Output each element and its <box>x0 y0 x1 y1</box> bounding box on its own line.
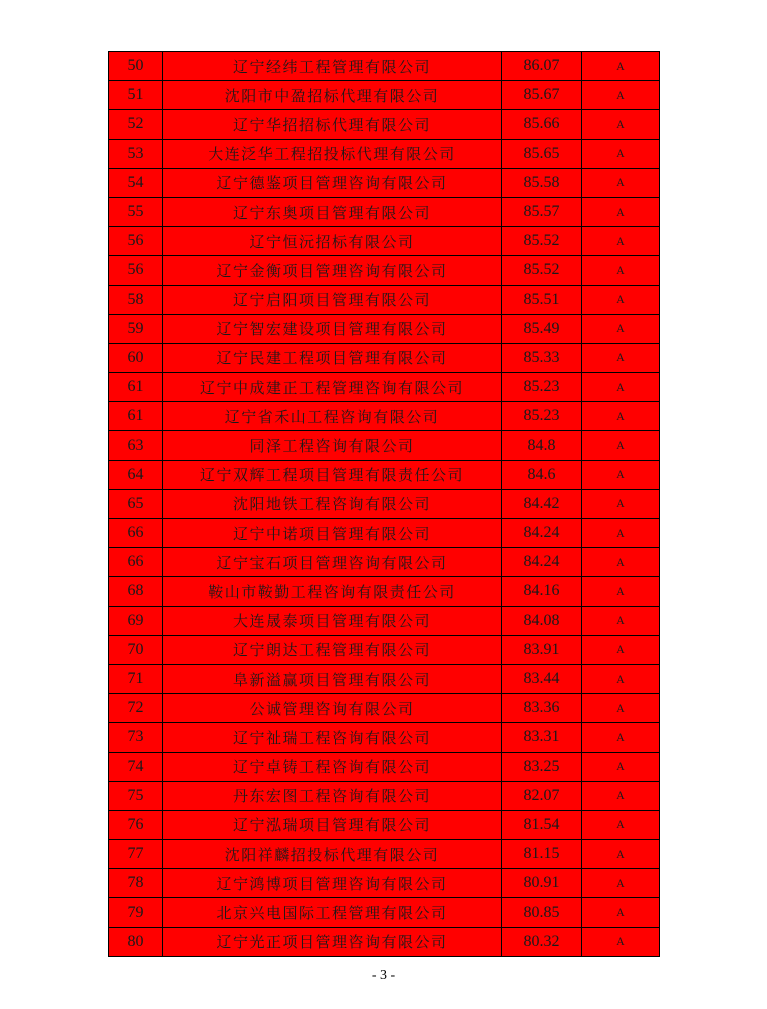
grade-cell: A <box>582 343 660 372</box>
grade-cell: A <box>582 314 660 343</box>
grade-cell: A <box>582 723 660 752</box>
company-name-cell: 鞍山市鞍勤工程咨询有限责任公司 <box>163 577 502 606</box>
rank-cell: 53 <box>109 139 163 168</box>
rank-cell: 56 <box>109 256 163 285</box>
rank-cell: 59 <box>109 314 163 343</box>
page-number: - 3 - <box>371 968 396 983</box>
table-row <box>109 635 660 664</box>
table-row <box>109 664 660 693</box>
rank-cell: 61 <box>109 373 163 402</box>
table-row <box>109 927 660 956</box>
table-row <box>109 606 660 635</box>
score-cell: 85.52 <box>502 227 582 256</box>
grade-cell: A <box>582 927 660 956</box>
rank-cell: 63 <box>109 431 163 460</box>
score-cell: 82.07 <box>502 781 582 810</box>
table-row <box>109 869 660 898</box>
score-cell: 84.16 <box>502 577 582 606</box>
company-name-cell: 阜新溢赢项目管理有限公司 <box>163 664 502 693</box>
rank-cell: 76 <box>109 810 163 839</box>
rank-cell: 55 <box>109 197 163 226</box>
rank-cell: 68 <box>109 577 163 606</box>
table-row <box>109 285 660 314</box>
table-row <box>109 460 660 489</box>
rank-cell: 80 <box>109 927 163 956</box>
score-cell: 83.25 <box>502 752 582 781</box>
score-cell: 85.58 <box>502 168 582 197</box>
score-cell: 80.85 <box>502 898 582 927</box>
grade-cell: A <box>582 664 660 693</box>
company-name-cell: 辽宁卓铸工程咨询有限公司 <box>163 752 502 781</box>
rank-cell: 60 <box>109 343 163 372</box>
score-cell: 83.91 <box>502 635 582 664</box>
company-name-cell: 辽宁东奥项目管理有限公司 <box>163 197 502 226</box>
table-row <box>109 52 660 81</box>
grade-cell: A <box>582 548 660 577</box>
table-row <box>109 314 660 343</box>
company-name-cell: 辽宁民建工程项目管理有限公司 <box>163 343 502 372</box>
grade-cell: A <box>582 402 660 431</box>
grade-cell: A <box>582 577 660 606</box>
score-cell: 86.07 <box>502 52 582 81</box>
table-row <box>109 840 660 869</box>
rank-cell: 79 <box>109 898 163 927</box>
grade-cell: A <box>582 694 660 723</box>
score-cell: 84.6 <box>502 460 582 489</box>
table-row <box>109 81 660 110</box>
rank-cell: 61 <box>109 402 163 431</box>
score-cell: 85.23 <box>502 373 582 402</box>
score-cell: 81.54 <box>502 810 582 839</box>
grade-cell: A <box>582 81 660 110</box>
grade-cell: A <box>582 52 660 81</box>
company-name-cell: 辽宁智宏建设项目管理有限公司 <box>163 314 502 343</box>
rank-cell: 77 <box>109 840 163 869</box>
grade-cell: A <box>582 898 660 927</box>
company-name-cell: 辽宁中诺项目管理有限公司 <box>163 519 502 548</box>
table-row <box>109 373 660 402</box>
company-name-cell: 辽宁经纬工程管理有限公司 <box>163 52 502 81</box>
grade-cell: A <box>582 285 660 314</box>
grade-cell: A <box>582 781 660 810</box>
score-cell: 85.67 <box>502 81 582 110</box>
score-cell: 83.36 <box>502 694 582 723</box>
score-cell: 80.91 <box>502 869 582 898</box>
rank-cell: 50 <box>109 52 163 81</box>
table-row <box>109 168 660 197</box>
grade-cell: A <box>582 869 660 898</box>
score-cell: 83.31 <box>502 723 582 752</box>
rank-cell: 74 <box>109 752 163 781</box>
score-cell: 85.65 <box>502 139 582 168</box>
rank-cell: 64 <box>109 460 163 489</box>
table-row <box>109 577 660 606</box>
score-cell: 85.49 <box>502 314 582 343</box>
table-row <box>109 548 660 577</box>
company-name-cell: 辽宁朗达工程管理有限公司 <box>163 635 502 664</box>
company-name-cell: 辽宁祉瑞工程咨询有限公司 <box>163 723 502 752</box>
company-name-cell: 辽宁省禾山工程咨询有限公司 <box>163 402 502 431</box>
score-cell: 84.24 <box>502 519 582 548</box>
company-name-cell: 辽宁宝石项目管理咨询有限公司 <box>163 548 502 577</box>
company-name-cell: 辽宁光正项目管理咨询有限公司 <box>163 927 502 956</box>
grade-cell: A <box>582 635 660 664</box>
grade-cell: A <box>582 606 660 635</box>
table-row <box>109 781 660 810</box>
company-name-cell: 公诚管理咨询有限公司 <box>163 694 502 723</box>
rank-cell: 52 <box>109 110 163 139</box>
score-cell: 85.66 <box>502 110 582 139</box>
score-cell: 84.42 <box>502 489 582 518</box>
company-name-cell: 辽宁启阳项目管理有限公司 <box>163 285 502 314</box>
rank-cell: 66 <box>109 519 163 548</box>
table-row <box>109 227 660 256</box>
company-name-cell: 辽宁金衡项目管理咨询有限公司 <box>163 256 502 285</box>
rank-cell: 75 <box>109 781 163 810</box>
company-name-cell: 辽宁德鉴项目管理咨询有限公司 <box>163 168 502 197</box>
score-cell: 80.32 <box>502 927 582 956</box>
grade-cell: A <box>582 431 660 460</box>
table-row <box>109 519 660 548</box>
table-row <box>109 197 660 226</box>
rank-cell: 58 <box>109 285 163 314</box>
grade-cell: A <box>582 197 660 226</box>
ranking-table <box>108 51 660 957</box>
rank-cell: 65 <box>109 489 163 518</box>
grade-cell: A <box>582 256 660 285</box>
table-row <box>109 256 660 285</box>
rank-cell: 51 <box>109 81 163 110</box>
table-row <box>109 431 660 460</box>
table-row <box>109 139 660 168</box>
grade-cell: A <box>582 110 660 139</box>
company-name-cell: 辽宁华招招标代理有限公司 <box>163 110 502 139</box>
rank-cell: 54 <box>109 168 163 197</box>
company-name-cell: 沈阳市中盈招标代理有限公司 <box>163 81 502 110</box>
ranking-table-body <box>109 52 660 957</box>
company-name-cell: 沈阳祥麟招投标代理有限公司 <box>163 840 502 869</box>
company-name-cell: 辽宁双辉工程项目管理有限责任公司 <box>163 460 502 489</box>
rank-cell: 78 <box>109 869 163 898</box>
table-row <box>109 898 660 927</box>
score-cell: 85.57 <box>502 197 582 226</box>
company-name-cell: 沈阳地铁工程咨询有限公司 <box>163 489 502 518</box>
grade-cell: A <box>582 489 660 518</box>
grade-cell: A <box>582 840 660 869</box>
score-cell: 85.23 <box>502 402 582 431</box>
score-cell: 83.44 <box>502 664 582 693</box>
table-row <box>109 810 660 839</box>
company-name-cell: 同泽工程咨询有限公司 <box>163 431 502 460</box>
table-row <box>109 343 660 372</box>
company-name-cell: 辽宁鸿博项目管理咨询有限公司 <box>163 869 502 898</box>
company-name-cell: 大连晟泰项目管理有限公司 <box>163 606 502 635</box>
grade-cell: A <box>582 752 660 781</box>
score-cell: 84.8 <box>502 431 582 460</box>
score-cell: 84.08 <box>502 606 582 635</box>
rank-cell: 71 <box>109 664 163 693</box>
table-row <box>109 489 660 518</box>
rank-cell: 70 <box>109 635 163 664</box>
rank-cell: 69 <box>109 606 163 635</box>
rank-cell: 73 <box>109 723 163 752</box>
company-name-cell: 辽宁恒沅招标有限公司 <box>163 227 502 256</box>
grade-cell: A <box>582 460 660 489</box>
score-cell: 85.33 <box>502 343 582 372</box>
table-row <box>109 694 660 723</box>
score-cell: 84.24 <box>502 548 582 577</box>
rank-cell: 56 <box>109 227 163 256</box>
table-row <box>109 402 660 431</box>
grade-cell: A <box>582 168 660 197</box>
score-cell: 85.52 <box>502 256 582 285</box>
company-name-cell: 辽宁中成建正工程管理咨询有限公司 <box>163 373 502 402</box>
company-name-cell: 辽宁泓瑞项目管理有限公司 <box>163 810 502 839</box>
grade-cell: A <box>582 139 660 168</box>
company-name-cell: 北京兴电国际工程管理有限公司 <box>163 898 502 927</box>
grade-cell: A <box>582 227 660 256</box>
company-name-cell: 丹东宏图工程咨询有限公司 <box>163 781 502 810</box>
table-row <box>109 723 660 752</box>
grade-cell: A <box>582 373 660 402</box>
grade-cell: A <box>582 810 660 839</box>
rank-cell: 66 <box>109 548 163 577</box>
score-cell: 81.15 <box>502 840 582 869</box>
rank-cell: 72 <box>109 694 163 723</box>
grade-cell: A <box>582 519 660 548</box>
company-name-cell: 大连泛华工程招投标代理有限公司 <box>163 139 502 168</box>
table-row <box>109 110 660 139</box>
table-row <box>109 752 660 781</box>
score-cell: 85.51 <box>502 285 582 314</box>
